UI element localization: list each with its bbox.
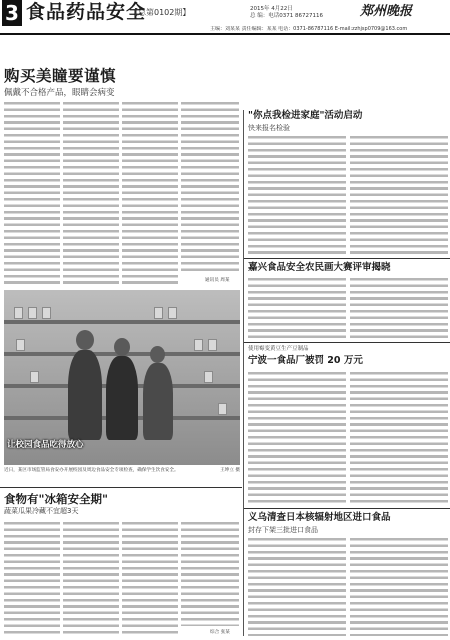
page-number: 3	[2, 0, 22, 26]
newspaper-logo: 郑州晚报	[360, 4, 413, 19]
bottom-story-column-3	[122, 522, 178, 636]
main-headline: 购买美瞳要谨慎	[4, 67, 117, 85]
bottom-story-column-4	[181, 522, 239, 626]
right-story-2-rule	[244, 258, 450, 259]
editor-line: 总 编：电话0371 86727116	[250, 13, 323, 19]
right-story-1-column-1	[248, 136, 346, 254]
page-header	[0, 0, 450, 34]
right-story-3-column-1	[248, 372, 346, 504]
bottom-story-rule	[0, 487, 242, 488]
main-subhead: 佩戴不合格产品，眼睛会病变	[4, 88, 115, 98]
issue-date: 2015年 4月22日	[250, 6, 293, 12]
column-divider	[243, 110, 244, 636]
bottom-subhead: 蔬菜瓜果冷藏不宜超3天	[4, 507, 79, 515]
main-story-column-1	[4, 102, 60, 286]
photo-caption-text: 近日，某区市场监管局食安办开展校园及周边食品安全专项检查，确保学生饮食安全。	[4, 468, 179, 473]
bottom-story-column-1	[4, 522, 60, 636]
right-story-1-column-2	[350, 136, 448, 254]
news-photo	[4, 290, 240, 465]
right-story-4-column-2	[350, 538, 448, 636]
right-story-4-rule	[244, 508, 450, 509]
right-story-2-column-2	[350, 278, 448, 338]
bottom-headline: 食物有"冰箱安全期"	[4, 492, 108, 506]
right-story-1-headline: "你点我检进家庭"活动启动	[248, 110, 363, 121]
right-story-4-headline: 义乌清查日本核辐射地区进口食品	[248, 512, 391, 523]
right-story-4-subhead: 封存下架三批进口食品	[248, 526, 318, 534]
header-rule	[0, 33, 450, 35]
main-story-column-3	[122, 102, 178, 286]
main-story-byline: 通讯员 周某	[205, 278, 230, 283]
photo-caption	[4, 468, 240, 474]
main-story-column-2	[63, 102, 119, 286]
right-story-2-headline: 嘉兴食品安全农民画大赛评审揭晓	[248, 262, 391, 273]
section-title: 食品药品安全	[26, 1, 147, 23]
issue-tag: 【总第0102期】	[130, 8, 191, 17]
right-story-3-kicker: 使用霉变黄豆生产豆制品	[248, 346, 309, 352]
photo-credit: 王坤立 摄	[220, 468, 240, 473]
right-story-3-rule	[244, 342, 450, 343]
right-story-1-subhead: 快来报名检验	[248, 124, 290, 132]
contact-line: 主编：刘某某 责任编辑：某某 电话：0371-86787116 E-mail:zzhjsp0709@163.com	[210, 26, 408, 32]
photo-overlay-label: 让校园食品吃得放心	[7, 440, 84, 450]
bottom-story-column-2	[63, 522, 119, 636]
right-story-3-column-2	[350, 372, 448, 504]
right-story-3-headline: 宁波一食品厂被罚 20 万元	[248, 355, 363, 366]
right-story-4-column-1	[248, 538, 346, 636]
right-story-2-column-1	[248, 278, 346, 338]
bottom-story-byline: 综合 张某	[210, 630, 230, 635]
main-story-column-4	[181, 102, 239, 274]
